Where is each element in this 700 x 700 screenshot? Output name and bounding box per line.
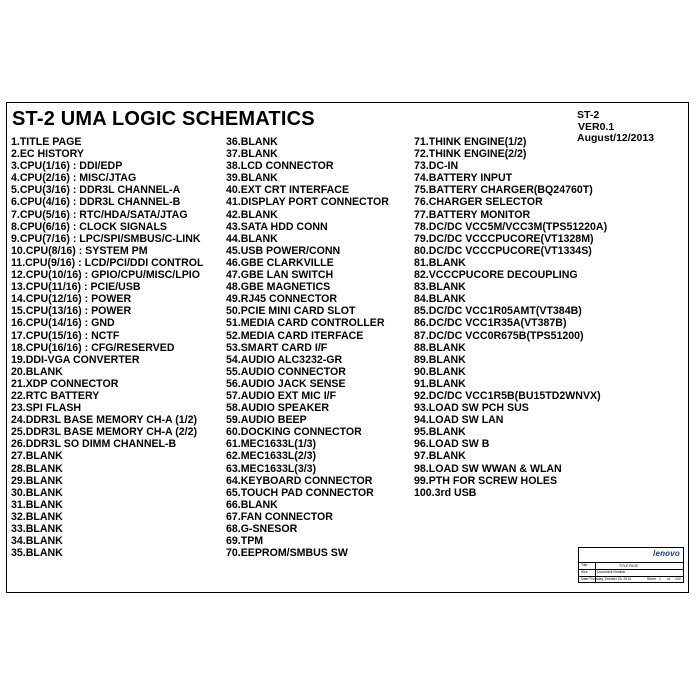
page-title: ST-2 UMA LOGIC SCHEMATICS xyxy=(12,108,315,130)
index-entry: 20.BLANK xyxy=(11,365,63,378)
index-entry: 58.AUDIO SPEAKER xyxy=(226,402,330,415)
index-entry: 28.BLANK xyxy=(11,462,63,475)
index-entry: 86.DC/DC VCC1R35A(VT387B) xyxy=(414,317,567,330)
index-entry: 74.BATTERY INPUT xyxy=(414,172,513,185)
date-value: Thursday, October 23, 2014 xyxy=(589,577,631,581)
index-entry: 64.KEYBOARD CONNECTOR xyxy=(226,474,373,487)
index-entry: 99.PTH FOR SCREW HOLES xyxy=(414,474,558,487)
index-entry: 39.BLANK xyxy=(226,172,278,185)
index-entry: 16.CPU(14/16) : GND xyxy=(11,317,115,330)
index-entry: 34.BLANK xyxy=(11,535,63,548)
index-entry: 46.GBE CLARKVILLE xyxy=(226,256,334,269)
index-entry: 48.GBE MAGNETICS xyxy=(226,281,331,294)
index-entry: 40.EXT CRT INTERFACE xyxy=(226,184,350,197)
index-entry: 42.BLANK xyxy=(226,208,278,221)
index-entry: 18.CPU(16/16) : CFG/RESERVED xyxy=(11,341,175,354)
index-entry: 9.CPU(7/16) : LPC/SPI/SMBUS/C-LINK xyxy=(11,232,201,245)
index-entry: 63.MEC1633L(3/3) xyxy=(226,462,317,475)
index-entry: 35.BLANK xyxy=(11,547,63,560)
index-entry: 82.VCCCPUCORE DECOUPLING xyxy=(414,269,578,282)
index-entry: 6.CPU(4/16) : DDR3L CHANNEL-B xyxy=(11,196,181,209)
index-entry: 68.G-SNESOR xyxy=(226,523,298,535)
index-entry: 72.THINK ENGINE(2/2) xyxy=(414,148,527,161)
index-entry: 93.LOAD SW PCH SUS xyxy=(414,402,529,415)
index-column-3 xyxy=(414,136,607,499)
index-entry: 36.BLANK xyxy=(226,136,278,148)
index-entry: 26.DDR3L SO DIMM CHANNEL-B xyxy=(11,438,177,451)
index-entry: 12.CPU(10/16) : GPIO/CPU/MISC/LPIO xyxy=(11,269,200,282)
index-entry: 56.AUDIO JACK SENSE xyxy=(226,377,346,390)
index-entry: 19.DDI-VGA CONVERTER xyxy=(11,353,140,366)
index-entry: 41.DISPLAY PORT CONNECTOR xyxy=(226,196,389,209)
index-entry: 47.GBE LAN SWITCH xyxy=(226,269,334,282)
of-label: of xyxy=(667,577,670,581)
index-entry: 21.XDP CONNECTOR xyxy=(11,377,119,390)
index-entry: 43.SATA HDD CONN xyxy=(226,220,328,233)
title-value: TITLE PAGE xyxy=(619,564,639,568)
index-entry: 30.BLANK xyxy=(11,486,63,499)
index-entry: 11.CPU(9/16) : LCD/PCI/DDI CONTROL xyxy=(11,256,204,269)
index-entry: 49.RJ45 CONNECTOR xyxy=(226,293,338,306)
index-entry: 70.EEPROM/SMBUS SW xyxy=(226,547,348,560)
index-entry: 8.CPU(6/16) : CLOCK SIGNALS xyxy=(11,220,167,233)
index-entry: 54.AUDIO ALC3232-GR xyxy=(226,353,343,366)
index-entry: 97.BLANK xyxy=(414,450,466,463)
index-entry: 37.BLANK xyxy=(226,148,278,161)
index-column-1 xyxy=(11,136,203,559)
index-entry: 31.BLANK xyxy=(11,498,63,511)
project-code: ST-2 xyxy=(577,109,600,121)
index-entry: 81.BLANK xyxy=(414,256,466,269)
index-entry: 100.3rd USB xyxy=(414,486,477,499)
index-entry: 71.THINK ENGINE(1/2) xyxy=(414,136,527,148)
index-entry: 98.LOAD SW WWAN & WLAN xyxy=(414,462,562,475)
index-entry: 32.BLANK xyxy=(11,510,63,523)
index-entry: 77.BATTERY MONITOR xyxy=(414,208,531,221)
index-entry: 92.DC/DC VCC1R5B(BU15TD2WNVX) xyxy=(414,389,601,402)
index-entry: 83.BLANK xyxy=(414,281,466,294)
index-entry: 95.BLANK xyxy=(414,426,466,439)
sheet-value: 1 xyxy=(659,577,661,581)
title-block xyxy=(578,547,684,583)
sheet-label: Sheet xyxy=(647,577,656,581)
index-entry: 60.DOCKING CONNECTOR xyxy=(226,426,362,439)
lenovo-logo: lenovo xyxy=(653,549,680,558)
index-entry: 44.BLANK xyxy=(226,232,278,245)
index-entry: 59.AUDIO BEEP xyxy=(226,414,307,427)
index-entry: 29.BLANK xyxy=(11,474,63,487)
version-label: VER0.1 xyxy=(578,120,615,133)
index-entry: 51.MEDIA CARD CONTROLLER xyxy=(226,317,385,330)
index-entry: 96.LOAD SW B xyxy=(414,438,490,451)
index-entry: 73.DC-IN xyxy=(414,160,459,173)
index-entry: 14.CPU(12/16) : POWER xyxy=(11,293,132,306)
index-entry: 38.LCD CONNECTOR xyxy=(226,160,334,173)
index-entry: 25.DDR3L BASE MEMORY CH-A (2/2) xyxy=(11,426,198,439)
index-entry: 80.DC/DC VCCCPUCORE(VT1334S) xyxy=(414,244,592,257)
index-entry: 91.BLANK xyxy=(414,377,466,390)
index-entry: 17.CPU(15/16) : NCTF xyxy=(11,329,120,342)
index-entry: 78.DC/DC VCC5M/VCC3M(TPS51220A) xyxy=(414,220,608,233)
index-entry: 22.RTC BATTERY xyxy=(11,389,100,402)
index-entry: 5.CPU(3/16) : DDR3L CHANNEL-A xyxy=(11,184,181,197)
index-entry: 61.MEC1633L(1/3) xyxy=(226,438,317,451)
index-entry: 67.FAN CONNECTOR xyxy=(226,510,333,523)
index-entry: 94.LOAD SW LAN xyxy=(414,414,504,427)
index-entry: 79.DC/DC VCCCPUCORE(VT1328M) xyxy=(414,232,594,245)
index-entry: 57.AUDIO EXT MIC I/F xyxy=(226,389,337,402)
index-entry: 76.CHARGER SELECTOR xyxy=(414,196,543,209)
index-entry: 88.BLANK xyxy=(414,341,466,354)
index-entry: 66.BLANK xyxy=(226,498,278,511)
index-entry: 33.BLANK xyxy=(11,523,63,535)
index-entry: 50.PCIE MINI CARD SLOT xyxy=(226,305,356,318)
index-entry: 55.AUDIO CONNECTOR xyxy=(226,365,346,378)
index-entry: 87.DC/DC VCC0R675B(TPS51200) xyxy=(414,329,584,342)
index-entry: 3.CPU(1/16) : DDI/EDP xyxy=(11,160,123,173)
doc-number-label: Document Number xyxy=(597,570,626,574)
index-entry: 15.CPU(13/16) : POWER xyxy=(11,305,132,318)
index-entry: 65.TOUCH PAD CONNECTOR xyxy=(226,486,374,499)
index-entry: 90.BLANK xyxy=(414,365,466,378)
title-label: Title xyxy=(581,563,588,567)
size-label: Size xyxy=(581,570,588,574)
index-entry: 69.TPM xyxy=(226,535,264,548)
index-entry: 13.CPU(11/16) : PCIE/USB xyxy=(11,281,141,294)
index-entry: 84.BLANK xyxy=(414,293,466,306)
index-entry: 45.USB POWER/CONN xyxy=(226,244,341,257)
index-entry: 4.CPU(2/16) : MISC/JTAG xyxy=(11,172,137,185)
index-entry: 85.DC/DC VCC1R05AMT(VT384B) xyxy=(414,305,582,318)
date-label: Date: xyxy=(581,577,590,581)
of-value: 100 xyxy=(675,577,681,581)
index-entry: 75.BATTERY CHARGER(BQ24760T) xyxy=(414,184,593,197)
revision-date: August/12/2013 xyxy=(577,132,655,144)
index-entry: 53.SMART CARD I/F xyxy=(226,341,328,354)
index-column-2 xyxy=(226,136,389,559)
index-entry: 24.DDR3L BASE MEMORY CH-A (1/2) xyxy=(11,414,198,427)
index-entry: 2.EC HISTORY xyxy=(11,148,84,161)
index-entry: 1.TITLE PAGE xyxy=(11,136,82,148)
index-entry: 89.BLANK xyxy=(414,353,466,366)
index-entry: 52.MEDIA CARD ITERFACE xyxy=(226,329,364,342)
index-entry: 27.BLANK xyxy=(11,450,63,463)
index-entry: 10.CPU(8/16) : SYSTEM PM xyxy=(11,244,148,257)
index-entry: 7.CPU(5/16) : RTC/HDA/SATA/JTAG xyxy=(11,208,188,221)
index-entry: 23.SPI FLASH xyxy=(11,402,82,415)
index-entry: 62.MEC1633L(2/3) xyxy=(226,450,317,463)
